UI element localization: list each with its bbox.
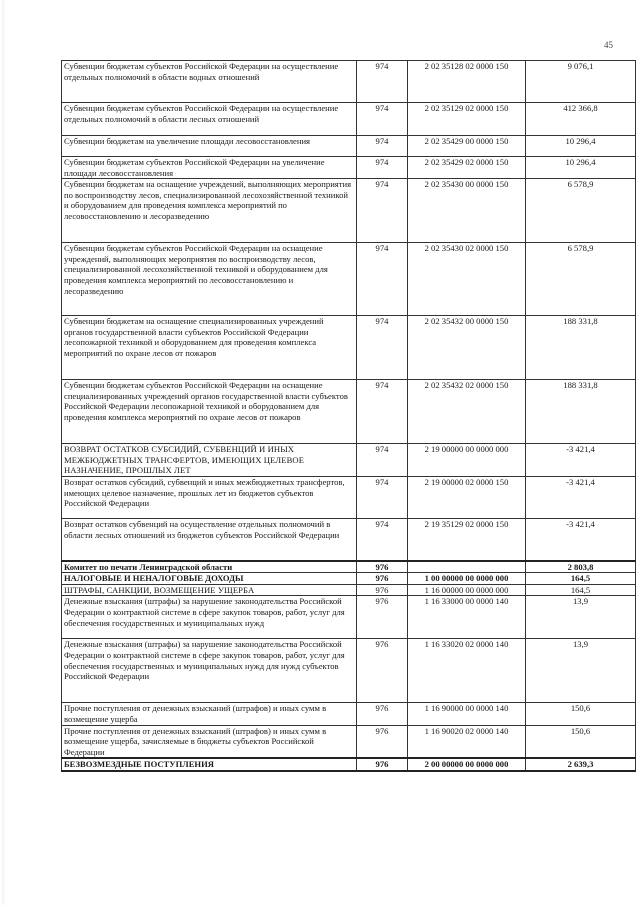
budget-table: [61, 60, 636, 772]
row-name: ВОЗВРАТ ОСТАТКОВ СУБСИДИЙ, СУБВЕНЦИЙ И ИНЫХ МЕЖБЮДЖЕТНЫХ ТРАНСФЕРТОВ, ИМЕЮЩИХ ЦЕЛЕВОЕ НАЗНАЧЕНИЕ, ПРОШЛЫХ ЛЕТ: [62, 444, 357, 477]
table-row: [62, 596, 636, 639]
row-budget-classification-code: 1 16 90000 00 0000 140: [408, 703, 526, 725]
row-admin-code: 976: [357, 561, 408, 573]
table-row: [62, 157, 636, 179]
row-amount: 10 296,4: [526, 136, 636, 157]
row-admin-code: 976: [357, 639, 408, 703]
row-admin-code: 974: [357, 157, 408, 179]
row-admin-code: 974: [357, 136, 408, 157]
row-name: Субвенции бюджетам субъектов Российской Федерации на оснащение специализированных учреждений органов государственной власти субъектов Российской Федерации лесопожарной техникой и оборудованием для проведения комплекса мероприятий по охране лесов от пожаров: [62, 380, 357, 444]
row-amount: 13,9: [526, 596, 636, 639]
row-budget-classification-code: 2 19 00000 00 0000 000: [408, 444, 526, 477]
row-budget-classification-code: 2 19 00000 02 0000 150: [408, 477, 526, 519]
row-amount: 13,9: [526, 639, 636, 703]
table-row: [62, 584, 636, 596]
row-name: Возврат остатков субсидий, субвенций и иных межбюджетных трансфертов, имеющих целевое назначение, прошлых лет из бюджетов субъектов Российской Федерации: [62, 477, 357, 519]
row-amount: 150,6: [526, 725, 636, 758]
table-row: [62, 316, 636, 380]
row-budget-classification-code: 1 16 33020 02 0000 140: [408, 639, 526, 703]
table-row: [62, 561, 636, 573]
scan-edge: [2, 0, 6, 905]
row-amount: 164,5: [526, 573, 636, 585]
row-name: Субвенции бюджетам на увеличение площади лесовосстановления: [62, 136, 357, 157]
row-budget-classification-code: 2 19 35129 02 0000 150: [408, 519, 526, 561]
row-name: Комитет по печати Ленинградской области: [62, 561, 357, 573]
row-amount: 188 331,8: [526, 380, 636, 444]
row-budget-classification-code: 2 02 35432 00 0000 150: [408, 316, 526, 380]
row-budget-classification-code: 2 02 35430 02 0000 150: [408, 243, 526, 316]
row-amount: 412 366,8: [526, 103, 636, 136]
row-admin-code: 976: [357, 703, 408, 725]
row-budget-classification-code: 1 16 00000 00 0000 000: [408, 584, 526, 596]
row-name: Субвенции бюджетам на оснащение учреждений, выполняющих мероприятия по воспроизводству лесов, специализированной лесохозяйственной техникой и оборудованием для проведения комплекса мероприятий по лесовосстановлению и лесоразведению: [62, 179, 357, 243]
row-amount: 164,5: [526, 584, 636, 596]
row-amount: 2 639,3: [526, 758, 636, 771]
row-name: БЕЗВОЗМЕЗДНЫЕ ПОСТУПЛЕНИЯ: [62, 758, 357, 771]
table-row: [62, 639, 636, 703]
row-name: Денежные взыскания (штрафы) за нарушение законодательства Российской Федерации о контрактной системе в сфере закупок товаров, работ, услуг для обеспечения государственных и муниципальных нужд: [62, 596, 357, 639]
page-number: 45: [604, 40, 613, 50]
row-admin-code: 976: [357, 596, 408, 639]
table-row: [62, 477, 636, 519]
table-row: [62, 380, 636, 444]
row-budget-classification-code: [408, 561, 526, 573]
table-row: [62, 758, 636, 771]
row-amount: 188 331,8: [526, 316, 636, 380]
row-admin-code: 974: [357, 519, 408, 561]
row-name: Прочие поступления от денежных взысканий (штрафов) и иных сумм в возмещение ущерба: [62, 703, 357, 725]
table-body: [62, 61, 636, 772]
row-name: Субвенции бюджетам на оснащение специализированных учреждений органов государственной власти субъектов Российской Федерации лесопожарной техникой и оборудованием для проведения комплекса мероприятий по охране лесов от пожаров: [62, 316, 357, 380]
row-admin-code: 976: [357, 725, 408, 758]
row-budget-classification-code: 2 02 35129 02 0000 150: [408, 103, 526, 136]
row-budget-classification-code: 2 02 35429 02 0000 150: [408, 157, 526, 179]
row-budget-classification-code: 2 02 35429 00 0000 150: [408, 136, 526, 157]
row-admin-code: 974: [357, 477, 408, 519]
row-budget-classification-code: 2 02 35128 02 0000 150: [408, 61, 526, 103]
row-budget-classification-code: 2 02 35432 02 0000 150: [408, 380, 526, 444]
table-row: [62, 725, 636, 758]
table-row: [62, 703, 636, 725]
row-amount: -3 421,4: [526, 444, 636, 477]
table-row: [62, 136, 636, 157]
table-row: [62, 61, 636, 103]
row-amount: 150,6: [526, 703, 636, 725]
row-name: ШТРАФЫ, САНКЦИИ, ВОЗМЕЩЕНИЕ УЩЕРБА: [62, 584, 357, 596]
row-budget-classification-code: 1 16 90020 02 0000 140: [408, 725, 526, 758]
table-row: [62, 573, 636, 585]
row-budget-classification-code: 1 00 00000 00 0000 000: [408, 573, 526, 585]
row-amount: 10 296,4: [526, 157, 636, 179]
row-admin-code: 974: [357, 444, 408, 477]
row-name: Субвенции бюджетам субъектов Российской Федерации на оснащение учреждений, выполняющих мероприятия по воспроизводству лесов, специализированной лесохозяйственной техникой и оборудованием для проведения комплекса мероприятий по лесовосстановлению и лесоразведению: [62, 243, 357, 316]
row-name: Возврат остатков субвенций на осуществление отдельных полномочий в области лесных отношений из бюджетов субъектов Российской Федерации: [62, 519, 357, 561]
table-row: [62, 444, 636, 477]
row-admin-code: 974: [357, 316, 408, 380]
row-amount: -3 421,4: [526, 477, 636, 519]
table-row: [62, 179, 636, 243]
row-budget-classification-code: 2 00 00000 00 0000 000: [408, 758, 526, 771]
row-name: Субвенции бюджетам субъектов Российской Федерации на осуществление отдельных полномочий в области водных отношений: [62, 61, 357, 103]
table-row: [62, 243, 636, 316]
row-name: Субвенции бюджетам субъектов Российской Федерации на осуществление отдельных полномочий в области лесных отношений: [62, 103, 357, 136]
row-admin-code: 974: [357, 179, 408, 243]
row-name: Денежные взыскания (штрафы) за нарушение законодательства Российской Федерации о контрактной системе в сфере закупок товаров, работ, услуг для обеспечения государственных и муниципальных нужд для нужд субъектов Российской Федерации: [62, 639, 357, 703]
row-admin-code: 976: [357, 584, 408, 596]
row-admin-code: 974: [357, 380, 408, 444]
row-amount: 2 803,8: [526, 561, 636, 573]
table-row: [62, 103, 636, 136]
row-admin-code: 976: [357, 573, 408, 585]
row-name: НАЛОГОВЫЕ И НЕНАЛОГОВЫЕ ДОХОДЫ: [62, 573, 357, 585]
row-amount: 9 076,1: [526, 61, 636, 103]
row-amount: 6 578,9: [526, 243, 636, 316]
row-name: Прочие поступления от денежных взысканий (штрафов) и иных сумм в возмещение ущерба, зачисляемые в бюджеты субъектов Российской Федерации: [62, 725, 357, 758]
row-admin-code: 974: [357, 243, 408, 316]
row-budget-classification-code: 2 02 35430 00 0000 150: [408, 179, 526, 243]
table-row: [62, 519, 636, 561]
row-budget-classification-code: 1 16 33000 00 0000 140: [408, 596, 526, 639]
row-amount: -3 421,4: [526, 519, 636, 561]
row-name: Субвенции бюджетам субъектов Российской Федерации на увеличение площади лесовосстановления: [62, 157, 357, 179]
row-amount: 6 578,9: [526, 179, 636, 243]
row-admin-code: 974: [357, 61, 408, 103]
row-admin-code: 974: [357, 103, 408, 136]
row-admin-code: 976: [357, 758, 408, 771]
